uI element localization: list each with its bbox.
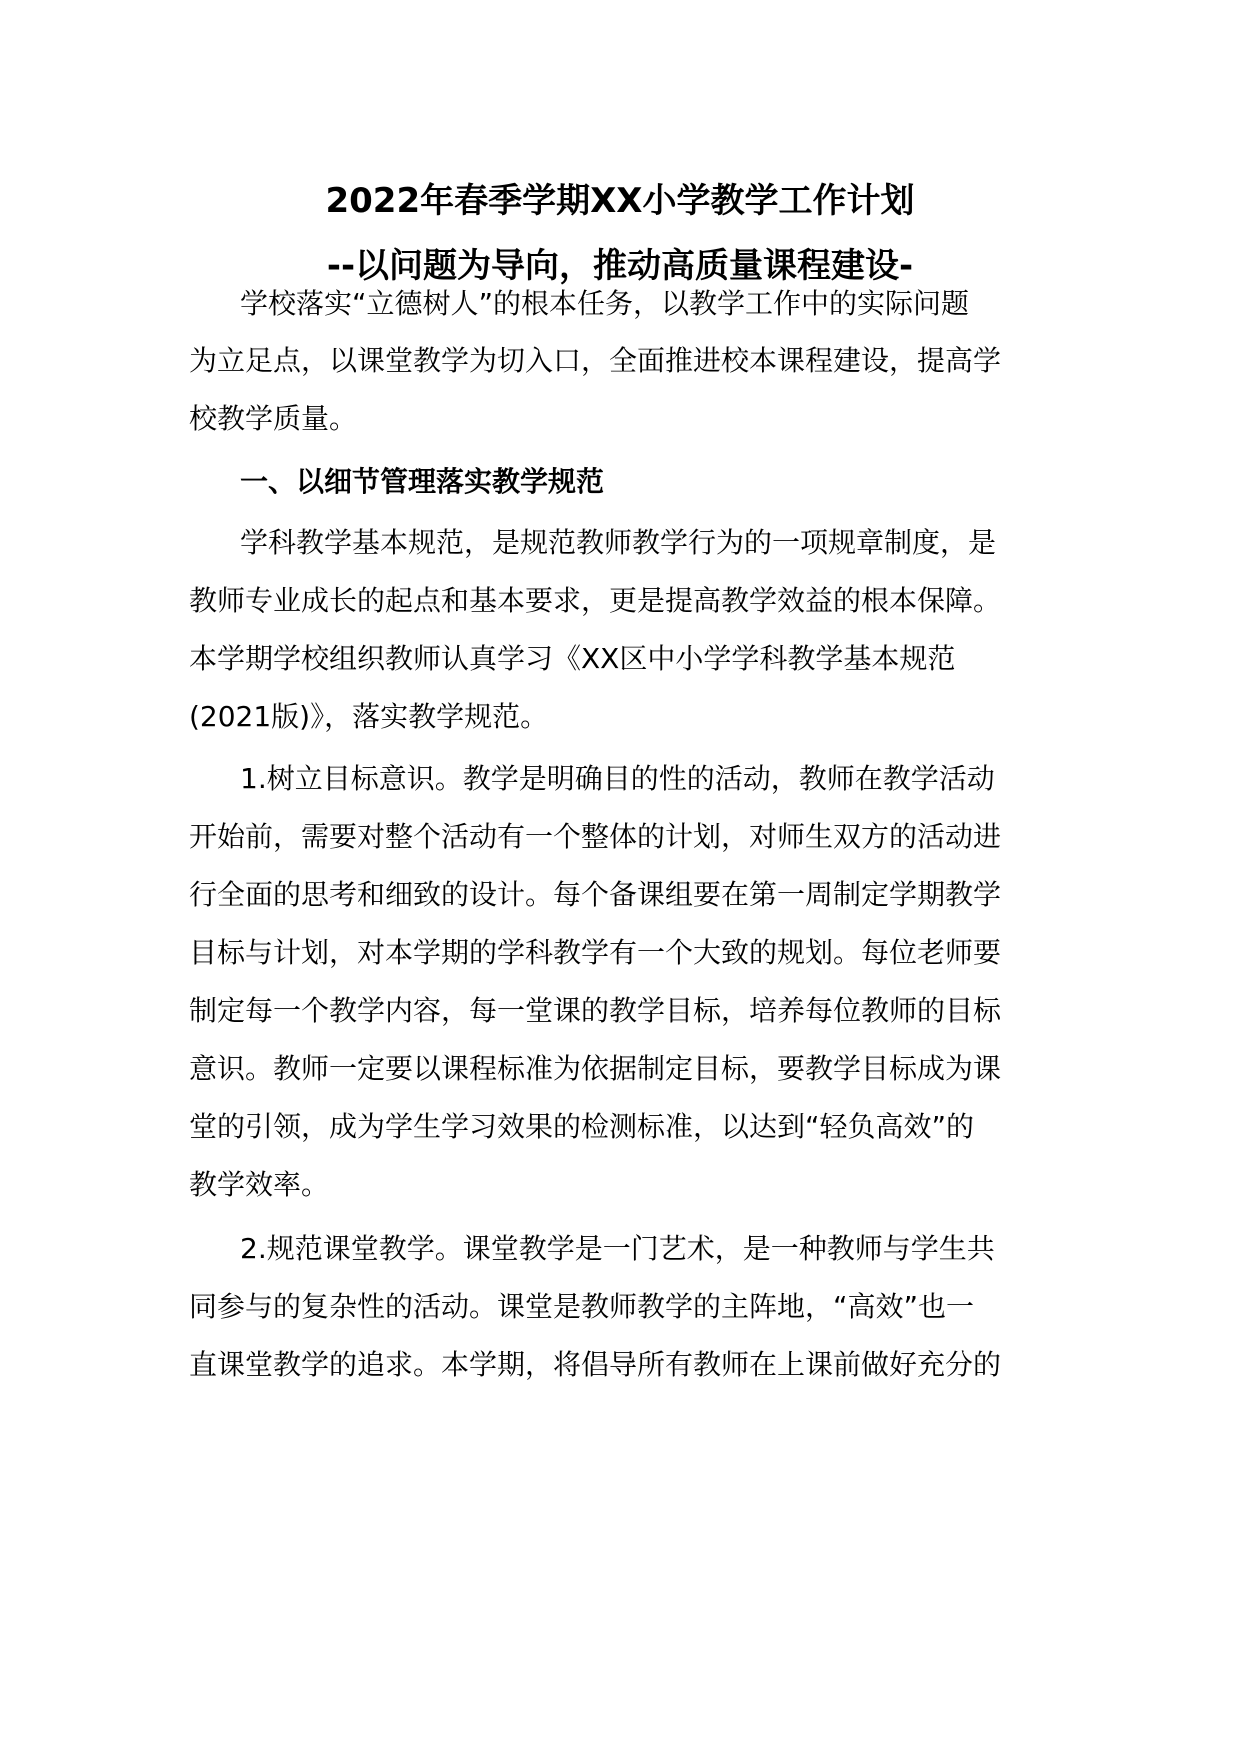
item-line: 意识。教师一定要以课程标准为依据制定目标，要教学目标成为课 — [189, 1052, 1002, 1085]
paragraph-line: 教师专业成长的起点和基本要求，更是提高教学效益的根本保障。 — [189, 584, 1002, 617]
paragraph-line: 本学期学校组织教师认真学习《XX区中小学学科教学基本规范 — [189, 642, 956, 675]
item-line: 1.树立目标意识。教学是明确目的性的活动，教师在教学活动 — [240, 762, 995, 795]
item-line: 直课堂教学的追求。本学期，将倡导所有教师在上课前做好充分的 — [189, 1348, 1002, 1381]
item-line: 开始前，需要对整个活动有一个整体的计划，对师生双方的活动进 — [189, 820, 1002, 853]
item-line: 制定每一个教学内容，每一堂课的教学目标，培养每位教师的目标 — [189, 994, 1002, 1027]
document-title: 2022年春季学期XX小学教学工作计划 — [325, 181, 915, 221]
item-line: 2.规范课堂教学。课堂教学是一门艺术，是一种教师与学生共 — [240, 1232, 995, 1265]
intro-line: 为立足点，以课堂教学为切入口，全面推进校本课程建设，提高学 — [189, 344, 1002, 377]
paragraph-line: 学科教学基本规范，是规范教师教学行为的一项规章制度，是 — [240, 526, 997, 559]
document-subtitle: --以问题为导向，推动高质量课程建设- — [326, 246, 914, 286]
item-line: 目标与计划，对本学期的学科教学有一个大致的规划。每位老师要 — [189, 936, 1002, 969]
intro-line: 学校落实“立德树人”的根本任务，以教学工作中的实际问题 — [240, 287, 970, 320]
paragraph-line: (2021版)》，落实教学规范。 — [189, 700, 549, 733]
section-heading: 一、以细节管理落实教学规范 — [240, 465, 605, 498]
item-line: 教学效率。 — [189, 1168, 330, 1201]
item-line: 堂的引领，成为学生学习效果的检测标准，以达到“轻负高效”的 — [189, 1110, 975, 1143]
intro-line: 校教学质量。 — [189, 402, 358, 435]
item-line: 同参与的复杂性的活动。课堂是教师教学的主阵地，“高效”也一 — [189, 1290, 975, 1323]
item-line: 行全面的思考和细致的设计。每个备课组要在第一周制定学期教学 — [189, 878, 1002, 911]
